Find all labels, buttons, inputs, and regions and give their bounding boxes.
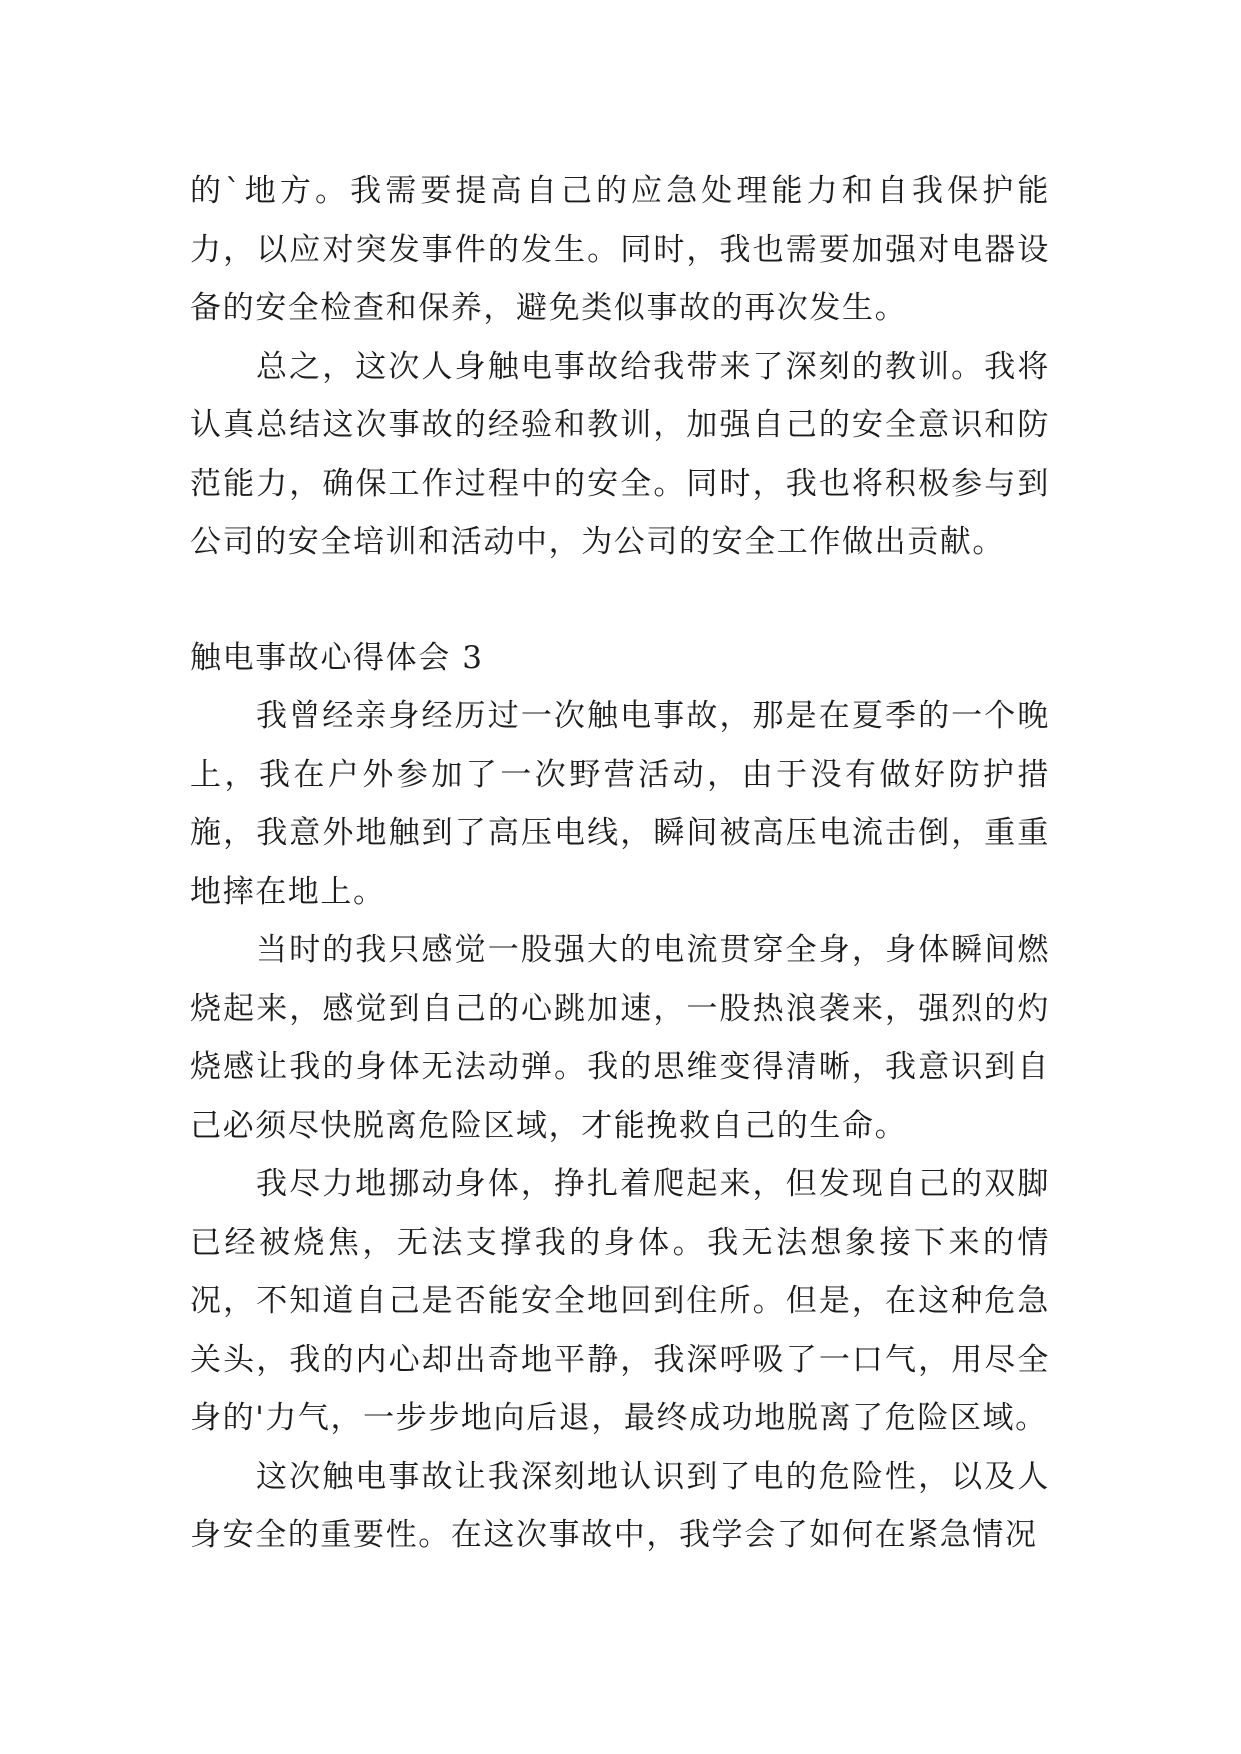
paragraph-continuation: 的`地方。我需要提高自己的应急处理能力和自我保护能力，以应对突发事件的发生。同时，我也需要加强对电器设备的安全检查和保养，避免类似事故的再次发生。	[190, 173, 1050, 326]
paragraph-experience: 我曾经亲身经历过一次触电事故，那是在夏季的一个晚上，我在户外参加了一次野营活动，由于没有做好防护措施，我意外地触到了高压电线，瞬间被高压电流击倒，重重地摔在地上。	[190, 698, 1050, 910]
paragraph-escape: 我尽力地挪动身体，挣扎着爬起来，但发现自己的双脚已经被烧焦，无法支撑我的身体。我无法想象接下来的情况，不知道自己是否能安全地回到住所。但是，在这种危急关头，我的内心却出奇地平静，我深呼吸了一口气，用尽全身的'力气，一步步地向后退，最终成功地脱离了危险区域。	[190, 1166, 1050, 1436]
paragraph-summary: 总之，这次人身触电事故给我带来了深刻的教训。我将认真总结这次事故的经验和教训，加强自己的安全意识和防范能力，确保工作过程中的安全。同时，我也将积极参与到公司的安全培训和活动中，为公司的安全工作做出贡献。	[190, 348, 1050, 560]
section-heading: 触电事故心得体会 3	[190, 639, 484, 676]
paragraph-sensation: 当时的我只感觉一股强大的电流贯穿全身，身体瞬间燃烧起来，感觉到自己的心跳加速，一股热浪袭来，强烈的灼烧感让我的身体无法动弹。我的思维变得清晰，我意识到自己必须尽快脱离危险区域，才能挽救自己的生命。	[190, 932, 1050, 1144]
document-body	[190, 162, 1050, 1565]
paragraph-lesson: 这次触电事故让我深刻地认识到了电的危险性，以及人身安全的重要性。在这次事故中，我学会了如何在紧急情况	[190, 1458, 1050, 1553]
